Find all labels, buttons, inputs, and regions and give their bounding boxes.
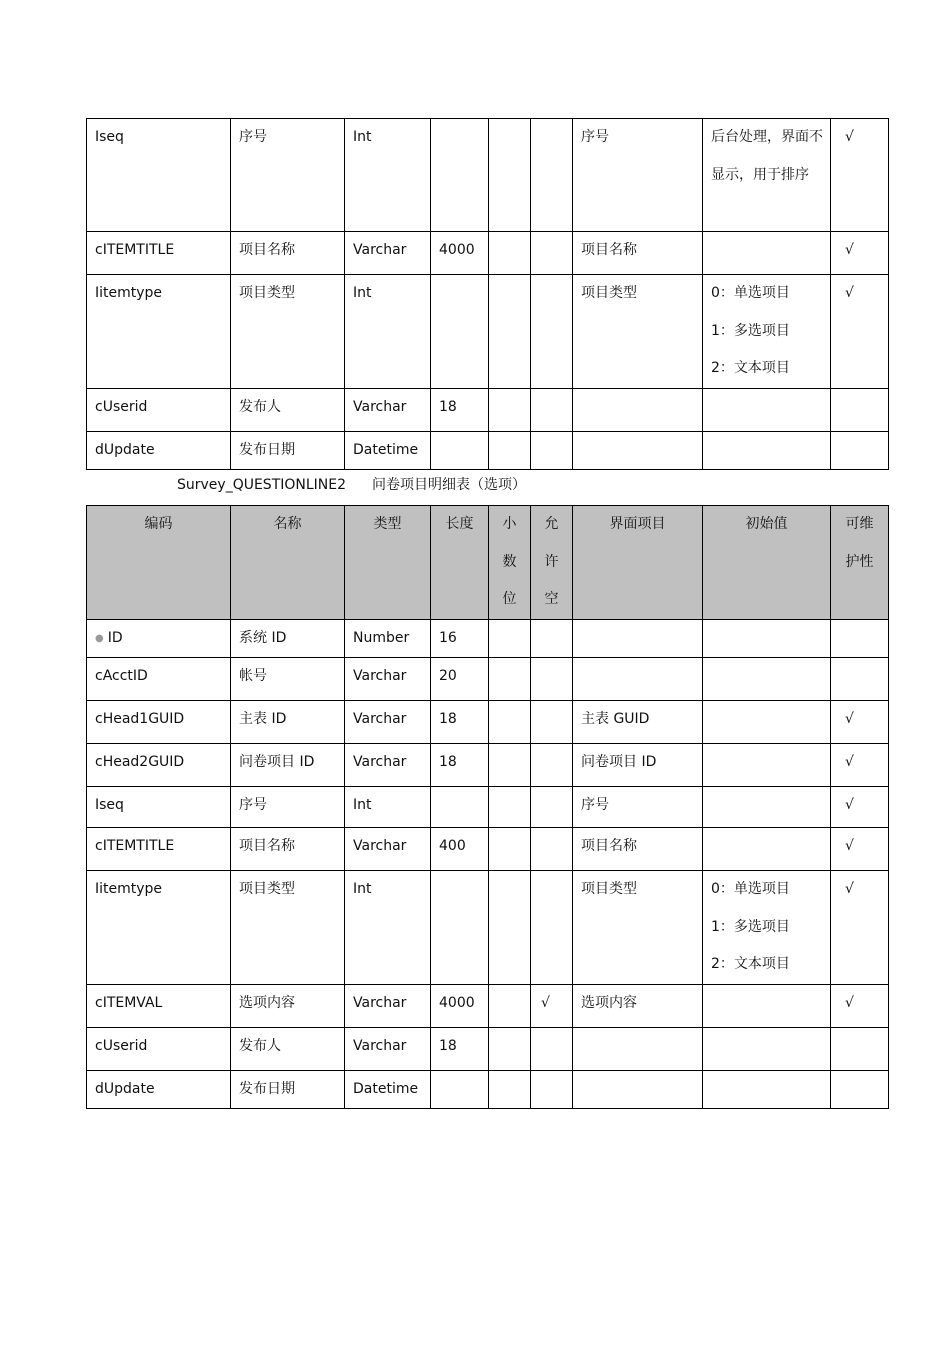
table-name: Survey_QUESTIONLINE2 [177, 477, 347, 493]
table-row: Iitemtype 项目类型 Int 项目类型 0：单选项目 1：多选项目 2：文本项目 √ [87, 275, 889, 389]
table-caption [177, 474, 526, 496]
table-row: cHead1GUID 主表 ID Varchar 18 主表 GUID √ [87, 701, 889, 744]
table-row: Iseq 序号 Int 序号 √ [87, 787, 889, 828]
header-decimals: 小数位 [489, 506, 531, 620]
header-row [87, 506, 889, 620]
table-row: dUpdate 发布日期 Datetime [87, 431, 889, 470]
table-row: cAcctID 帐号 Varchar 20 [87, 658, 889, 701]
header-ui-item: 界面项目 [573, 506, 703, 620]
table-row: cITEMTITLE 项目名称 Varchar 400 项目名称 √ [87, 828, 889, 871]
header-maintainable: 可维护性 [831, 506, 889, 620]
header-name: 名称 [231, 506, 345, 620]
field-table-2 [86, 505, 889, 1109]
table-row: cHead2GUID 问卷项目 ID Varchar 18 问卷项目 ID √ [87, 744, 889, 787]
table-row: ● ID 系统 ID Number 16 [87, 619, 889, 658]
bullet-icon: ● [95, 632, 104, 644]
header-code: 编码 [87, 506, 231, 620]
table-row: cUserid 发布人 Varchar 18 [87, 388, 889, 431]
field-table-1 [86, 118, 889, 470]
header-nullable: 允许空 [531, 506, 573, 620]
table-row: cITEMVAL 选项内容 Varchar 4000 √ 选项内容 √ [87, 984, 889, 1027]
header-default: 初始值 [703, 506, 831, 620]
table-row: dUpdate 发布日期 Datetime [87, 1070, 889, 1109]
table-description: 问卷项目明细表（选项） [372, 477, 527, 493]
header-length: 长度 [431, 506, 489, 620]
table-row: Iseq 序号 Int 序号 后台处理，界面不显示，用于排序 √ [87, 119, 889, 232]
table-row: cITEMTITLE 项目名称 Varchar 4000 项目名称 √ [87, 232, 889, 275]
header-type: 类型 [345, 506, 431, 620]
table-row: Iitemtype 项目类型 Int 项目类型 0：单选项目 1：多选项目 2：文本项目 √ [87, 871, 889, 985]
table-row: cUserid 发布人 Varchar 18 [87, 1027, 889, 1070]
